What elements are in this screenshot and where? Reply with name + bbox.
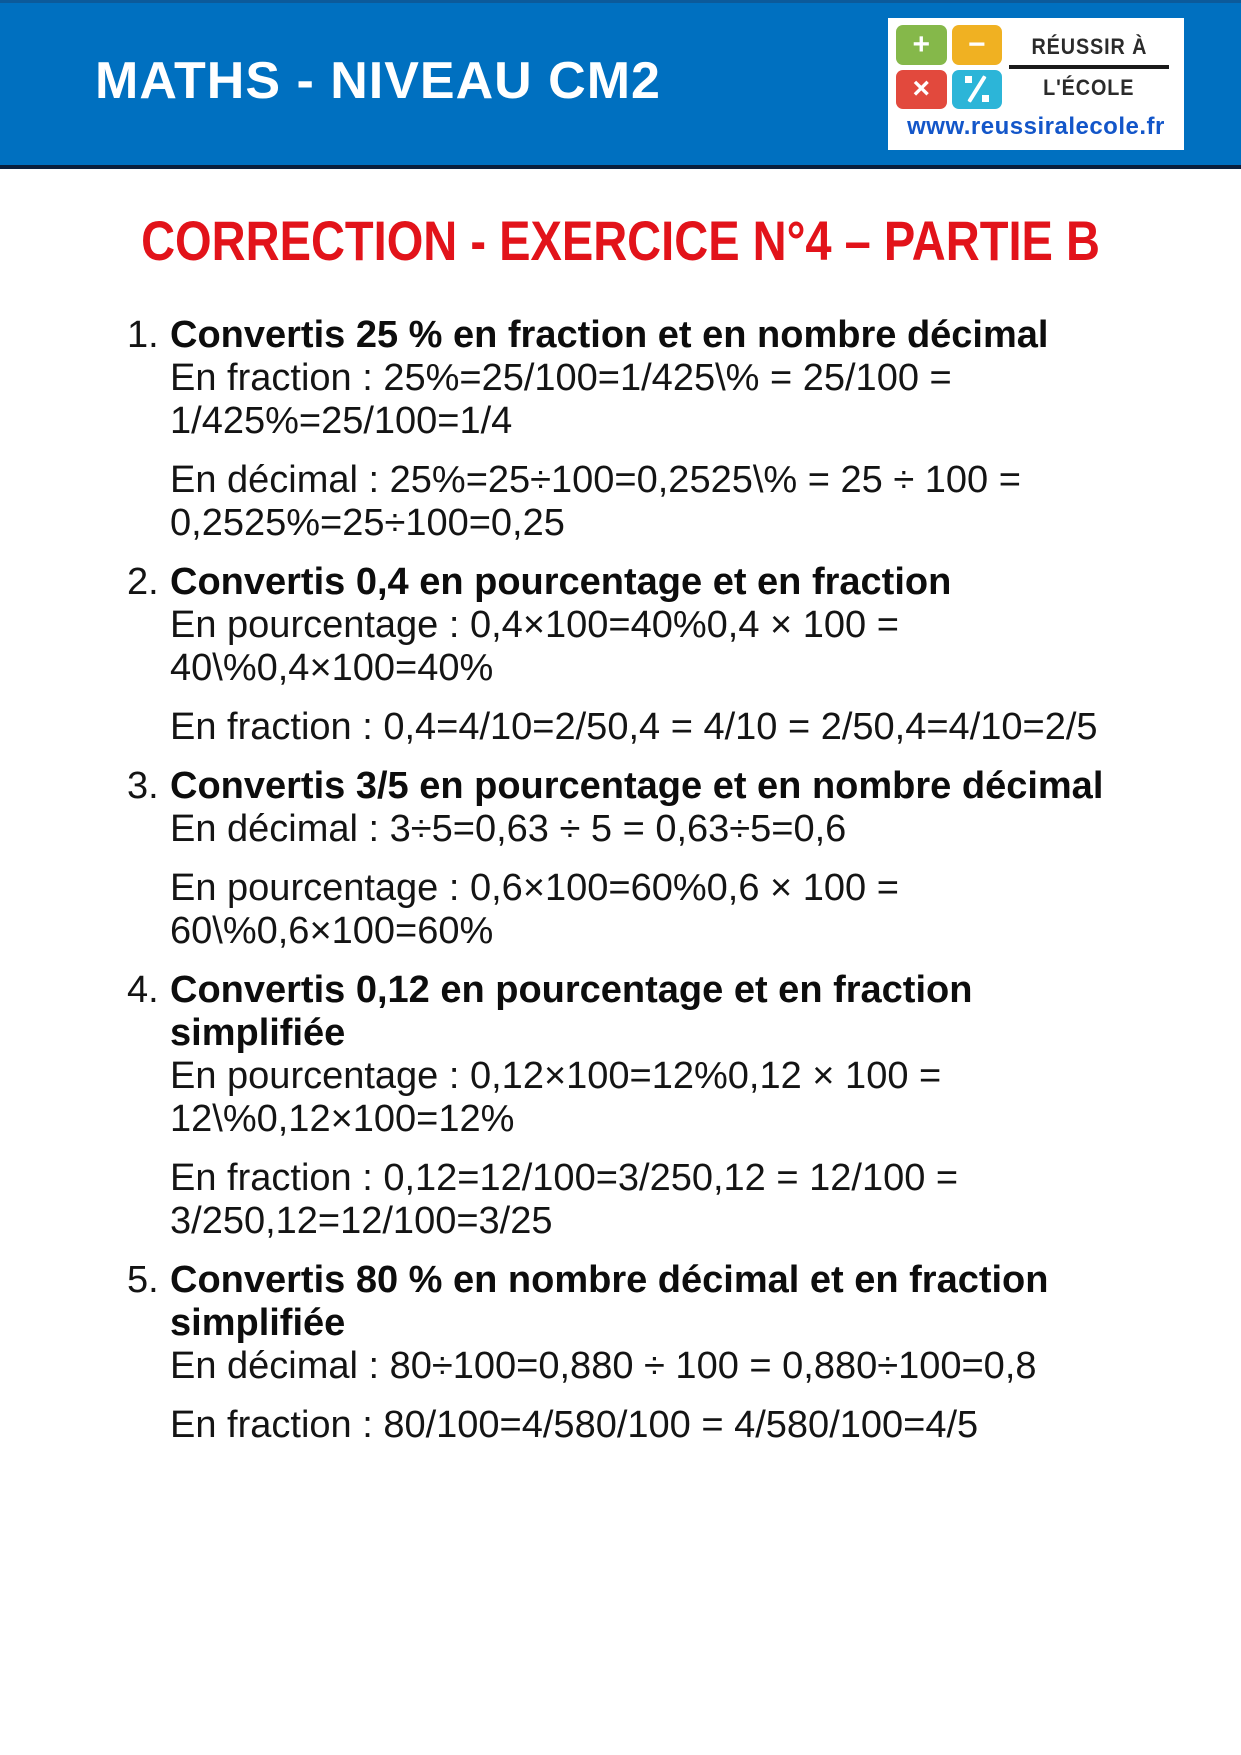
brand-line-1: RÉUSSIR À — [1031, 33, 1147, 59]
item-answer: En fraction : 25%=25/100=1/425\% = 25/100 = 1/425%=25/100=1/4 — [170, 357, 952, 442]
list-item — [127, 314, 1137, 545]
item-heading: Convertis 25 % en fraction et en nombre décimal — [170, 314, 1049, 356]
correction-list — [127, 314, 1137, 1463]
item-answer: En décimal : 80÷100=0,880 ÷ 100 = 0,880÷100=0,8 — [170, 1345, 1037, 1387]
website-link[interactable]: www.reussiralecole.fr — [907, 113, 1165, 140]
minus-icon: − — [952, 25, 1003, 65]
school-logo — [888, 18, 1184, 150]
item-heading: Convertis 0,4 en pourcentage et en fraction — [170, 561, 952, 603]
multiply-icon: × — [896, 70, 947, 110]
list-item — [127, 969, 1137, 1243]
header-banner — [0, 0, 1241, 169]
list-item — [127, 561, 1137, 749]
item-answer: En fraction : 0,4=4/10=2/50,4 = 4/10 = 2/50,4=4/10=2/5 — [170, 706, 1098, 748]
item-number: 4. — [127, 969, 159, 1011]
brand-text — [1002, 25, 1176, 109]
item-answer: En décimal : 3÷5=0,63 ÷ 5 = 0,63÷5=0,6 — [170, 808, 847, 850]
brand-line-2: L'ÉCOLE — [1043, 74, 1135, 100]
list-item — [127, 1259, 1137, 1447]
item-number: 3. — [127, 765, 159, 807]
brand-divider — [1009, 65, 1169, 69]
app-title: MATHS - NIVEAU CM2 — [95, 52, 661, 110]
list-item — [127, 765, 1137, 953]
item-number: 1. — [127, 314, 159, 356]
item-heading: Convertis 80 % en nombre décimal et en fraction simplifiée — [170, 1259, 1049, 1344]
item-answer: En fraction : 80/100=4/580/100 = 4/580/100=4/5 — [170, 1404, 979, 1446]
item-answer: En pourcentage : 0,12×100=12%0,12 × 100 = 12\%0,12×100=12% — [170, 1055, 942, 1140]
plus-icon: + — [896, 25, 947, 65]
percent-icon — [952, 70, 1003, 110]
item-heading: Convertis 0,12 en pourcentage et en fraction simplifiée — [170, 969, 973, 1054]
item-heading: Convertis 3/5 en pourcentage et en nombre décimal — [170, 765, 1104, 807]
item-answer: En décimal : 25%=25÷100=0,2525\% = 25 ÷ 100 = 0,2525%=25÷100=0,25 — [170, 459, 1021, 544]
item-answer: En pourcentage : 0,4×100=40%0,4 × 100 = 40\%0,4×100=40% — [170, 604, 899, 689]
item-answer: En fraction : 0,12=12/100=3/250,12 = 12/100 = 3/250,12=12/100=3/25 — [170, 1157, 959, 1242]
page-title: CORRECTION - EXERCICE N°4 – PARTIE B — [141, 209, 1100, 272]
item-answer: En pourcentage : 0,6×100=60%0,6 × 100 = 60\%0,6×100=60% — [170, 867, 899, 952]
math-operators-logo — [896, 25, 1002, 109]
item-number: 5. — [127, 1259, 159, 1301]
item-number: 2. — [127, 561, 159, 603]
